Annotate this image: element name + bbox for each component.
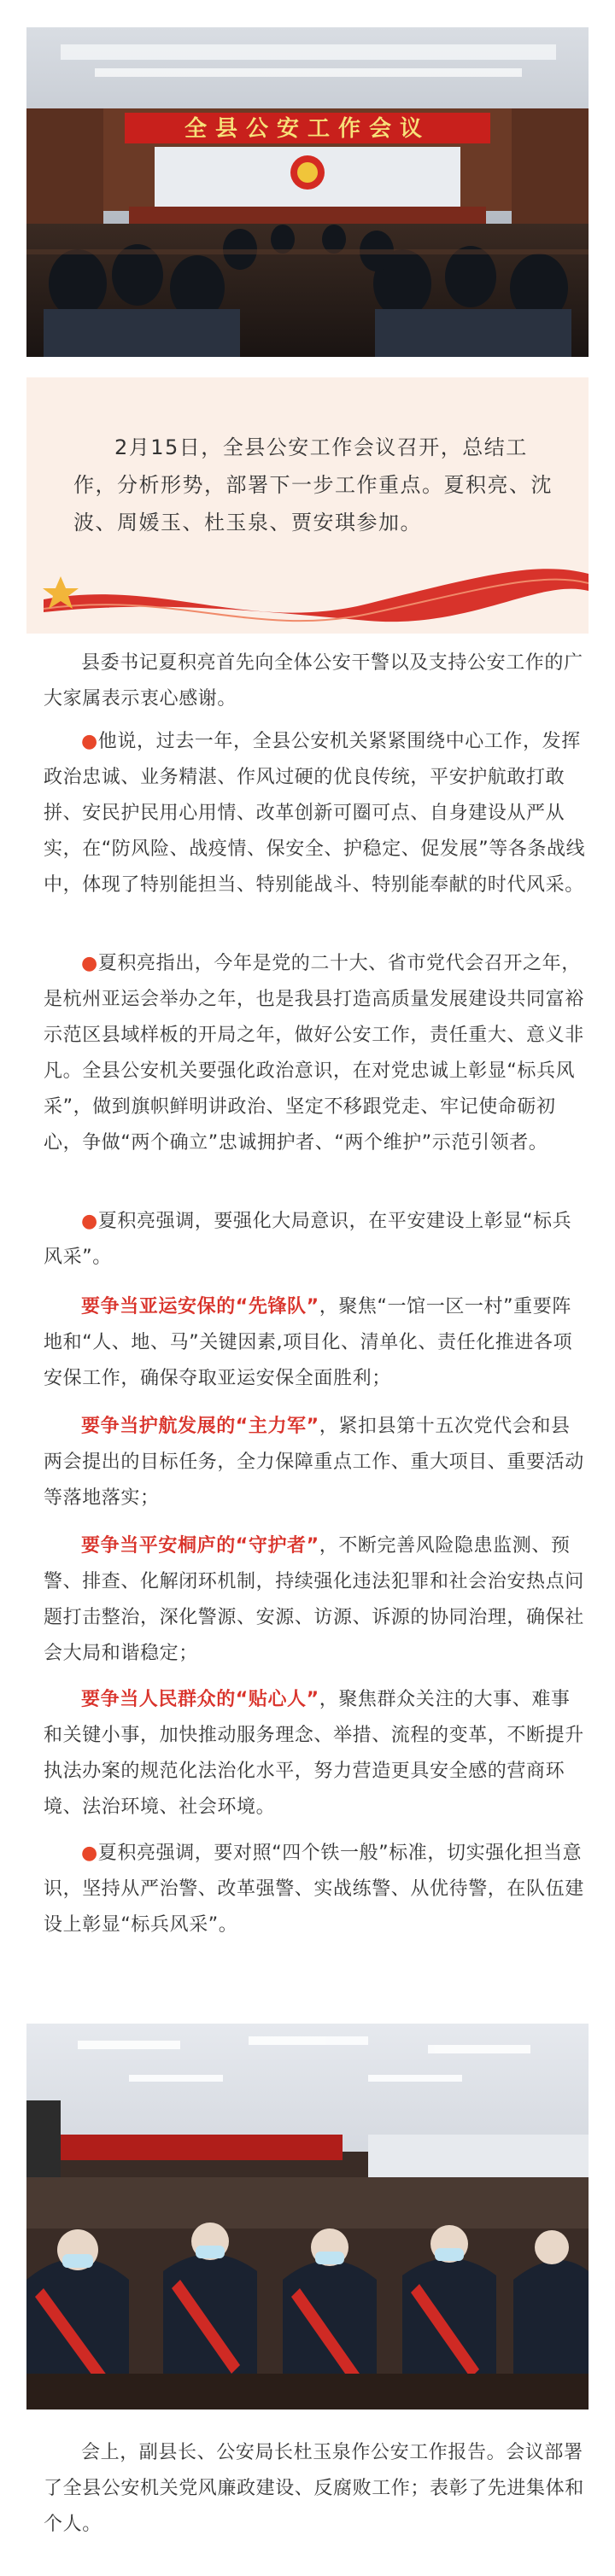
paragraph-7-text: ，不断完善风险隐患监测、预警、排查、化解闭环机制，持续强化违法犯罪和社会治安热点问题打击整治，深化警源、安源、访源、诉源的协同治理，确保社会大局和谐稳定； — [44, 1535, 584, 1664]
paragraph-2 — [44, 724, 587, 903]
paragraph-10: 会上，副县长、公安局长杜玉泉作公安工作报告。会议部署了全县公安机关党风廉政建设、反腐败工作；表彰了先进集体和个人。 — [44, 2442, 584, 2535]
paragraph-5-text: ，聚焦“一馆一区一村”重要阵地和“人、地、马”关键因素,项目化、清单化、责任化推进各项安保工作，确保夺取亚运安保全面胜利； — [44, 1296, 573, 1389]
bullet-icon: ● — [81, 1843, 98, 1864]
paragraph-9 — [44, 1836, 587, 1943]
bullet-icon: ● — [81, 1211, 98, 1232]
meeting-banner-text: 全县公安工作会议 — [184, 115, 431, 141]
highlight-caring: 要争当人民群众的“贴心人” — [81, 1689, 319, 1710]
paragraph-3-text: 夏积亮指出，今年是党的二十大、省市党代会召开之年，是杭州亚运会举办之年，也是我县打造高质量发展建设共同富裕示范区县域样板的开局之年，做好公安工作，责任重大、意义非凡。全县公安机关要强化政治意识，在对党忠诚上彰显“标兵风采”，做到旗帜鲜明讲政治、坚定不移跟党走、牢记使命砺初心，争做“两个确立”忠诚拥护者、“两个维护”示范引领者。 — [44, 953, 584, 1154]
highlight-vanguard: 要争当亚运安保的“先锋队” — [81, 1296, 319, 1317]
paragraph-3 — [44, 946, 587, 1161]
bullet-icon: ● — [81, 731, 98, 752]
intro-box — [26, 377, 589, 634]
paragraph-8 — [44, 1682, 587, 1825]
meeting-photo-top — [26, 27, 589, 357]
paragraph-2-text: 他说，过去一年，全县公安机关紧紧围绕中心工作，发挥政治忠诚、业务精湛、作风过硬的优良传统，平安护航敢打敢拼、安民护民用心用情、改革创新可圈可点、自身建设从严从实，在“防风险、战疫情、保安全、护稳定、促发展”等各条战线中，体现了特别能担当、特别能战斗、特别能奉献的时代风采。 — [44, 731, 586, 896]
bullet-icon: ● — [81, 953, 98, 974]
highlight-guardian: 要争当平安桐庐的“守护者” — [81, 1535, 319, 1557]
paragraph-7 — [44, 1528, 587, 1672]
paragraph-6-text: ，紧扣县第十五次党代会和县两会提出的目标任务，全力保障重点工作、重大项目、重要活动等落地落实； — [44, 1416, 584, 1509]
decorative-ribbon-icon — [26, 552, 589, 634]
paragraph-1: 县委书记夏积亮首先向全体公安干警以及支持公安工作的广大家属表示衷心感谢。 — [44, 652, 583, 710]
paragraph-4-text: 夏积亮强调，要强化大局意识，在平安建设上彰显“标兵风采”。 — [44, 1211, 572, 1268]
paragraph-8-text: ，聚焦群众关注的大事、难事和关键小事，加快推动服务理念、举措、流程的变革，不断提升执法办案的规范化法治化水平，努力营造更具安全感的营商环境、法治环境、社会环境。 — [44, 1689, 584, 1818]
paragraph-9-text: 夏积亮强调，要对照“四个铁一般”标准，切实强化担当意识，坚持从严治警、改革强警、实战练警、从优待警，在队伍建设上彰显“标兵风采”。 — [44, 1843, 584, 1936]
intro-text: 2月15日，全县公安工作会议召开，总结工作，分析形势，部署下一步工作重点。夏积亮、沈波、周媛玉、杜玉泉、贾安琪参加。 — [73, 435, 553, 534]
paragraph-6 — [44, 1409, 587, 1516]
highlight-main-force: 要争当护航发展的“主力军” — [81, 1416, 319, 1437]
paragraph-4 — [44, 1204, 587, 1276]
meeting-photo-bottom — [26, 2024, 589, 2410]
paragraph-5 — [44, 1289, 587, 1397]
